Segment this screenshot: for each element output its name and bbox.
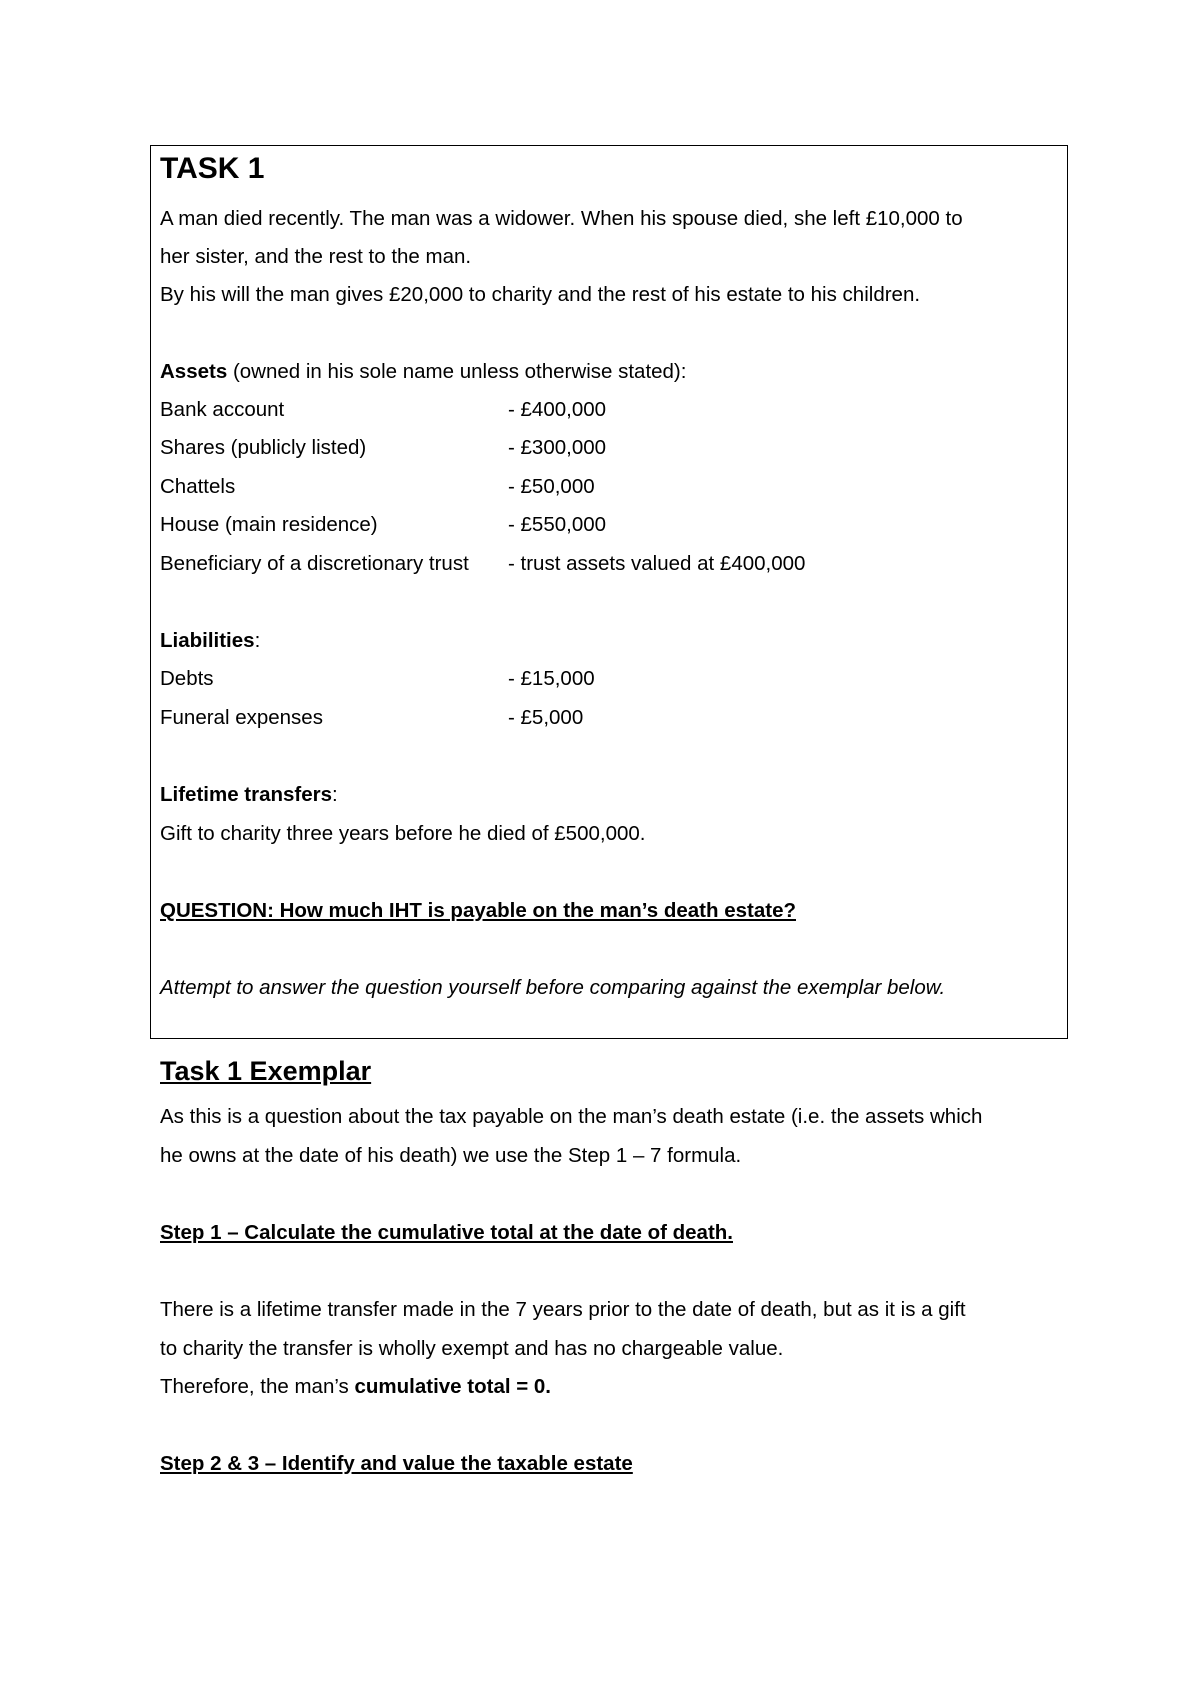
asset-label: Chattels <box>160 475 236 498</box>
step1-conclusion <box>160 1375 551 1399</box>
step1-heading: Step 1 – Calculate the cumulative total at the date of death. <box>160 1221 733 1244</box>
assets-heading <box>160 360 686 384</box>
lifetime-heading-rest: : <box>332 783 338 806</box>
lifetime-heading-bold: Lifetime transfers <box>160 783 333 806</box>
asset-label: Bank account <box>160 398 285 421</box>
asset-label: Shares (publicly listed) <box>160 436 367 459</box>
question-text: QUESTION: How much IHT is payable on the man’s death estate? <box>160 899 796 922</box>
asset-value: - £50,000 <box>508 475 595 498</box>
liability-label: Debts <box>160 667 214 690</box>
asset-value: - £300,000 <box>508 436 607 459</box>
step1-text-line-2: to charity the transfer is wholly exempt and has no chargeable value. <box>160 1337 784 1360</box>
liabilities-heading-bold: Liabilities <box>160 629 255 652</box>
attempt-instruction: Attempt to answer the question yourself before comparing against the exemplar below. <box>160 976 946 999</box>
exemplar-intro-line-1: As this is a question about the tax payable on the man’s death estate (i.e. the assets which <box>160 1105 983 1128</box>
assets-heading-rest: (owned in his sole name unless otherwise stated): <box>227 360 687 383</box>
task-intro-line-3: By his will the man gives £20,000 to charity and the rest of his estate to his children. <box>160 283 921 306</box>
liabilities-heading <box>160 629 260 653</box>
liability-value: - £15,000 <box>508 667 595 690</box>
exemplar-intro-line-2: he owns at the date of his death) we use the Step 1 – 7 formula. <box>160 1144 742 1167</box>
step1-conclusion-prefix: Therefore, the man’s <box>160 1375 355 1398</box>
liability-label: Funeral expenses <box>160 706 323 729</box>
step23-heading: Step 2 & 3 – Identify and value the taxable estate <box>160 1452 633 1475</box>
exemplar-title: Task 1 Exemplar <box>160 1056 372 1086</box>
task-title: TASK 1 <box>160 152 265 185</box>
step1-text-line-1: There is a lifetime transfer made in the 7 years prior to the date of death, but as it is a gift <box>160 1298 966 1321</box>
lifetime-heading <box>160 783 338 807</box>
asset-value: - £550,000 <box>508 513 607 536</box>
task-intro-line-2: her sister, and the rest to the man. <box>160 245 472 268</box>
step1-conclusion-bold: cumulative total = 0. <box>354 1375 552 1398</box>
asset-value: - trust assets valued at £400,000 <box>508 552 806 575</box>
asset-label: Beneficiary of a discretionary trust <box>160 552 469 575</box>
liability-value: - £5,000 <box>508 706 584 729</box>
lifetime-text: Gift to charity three years before he died of £500,000. <box>160 822 646 845</box>
asset-value: - £400,000 <box>508 398 607 421</box>
assets-heading-bold: Assets <box>160 360 228 383</box>
task-intro-line-1: A man died recently. The man was a widower. When his spouse died, she left £10,000 to <box>160 207 963 230</box>
liabilities-heading-rest: : <box>254 629 261 652</box>
asset-label: House (main residence) <box>160 513 378 536</box>
